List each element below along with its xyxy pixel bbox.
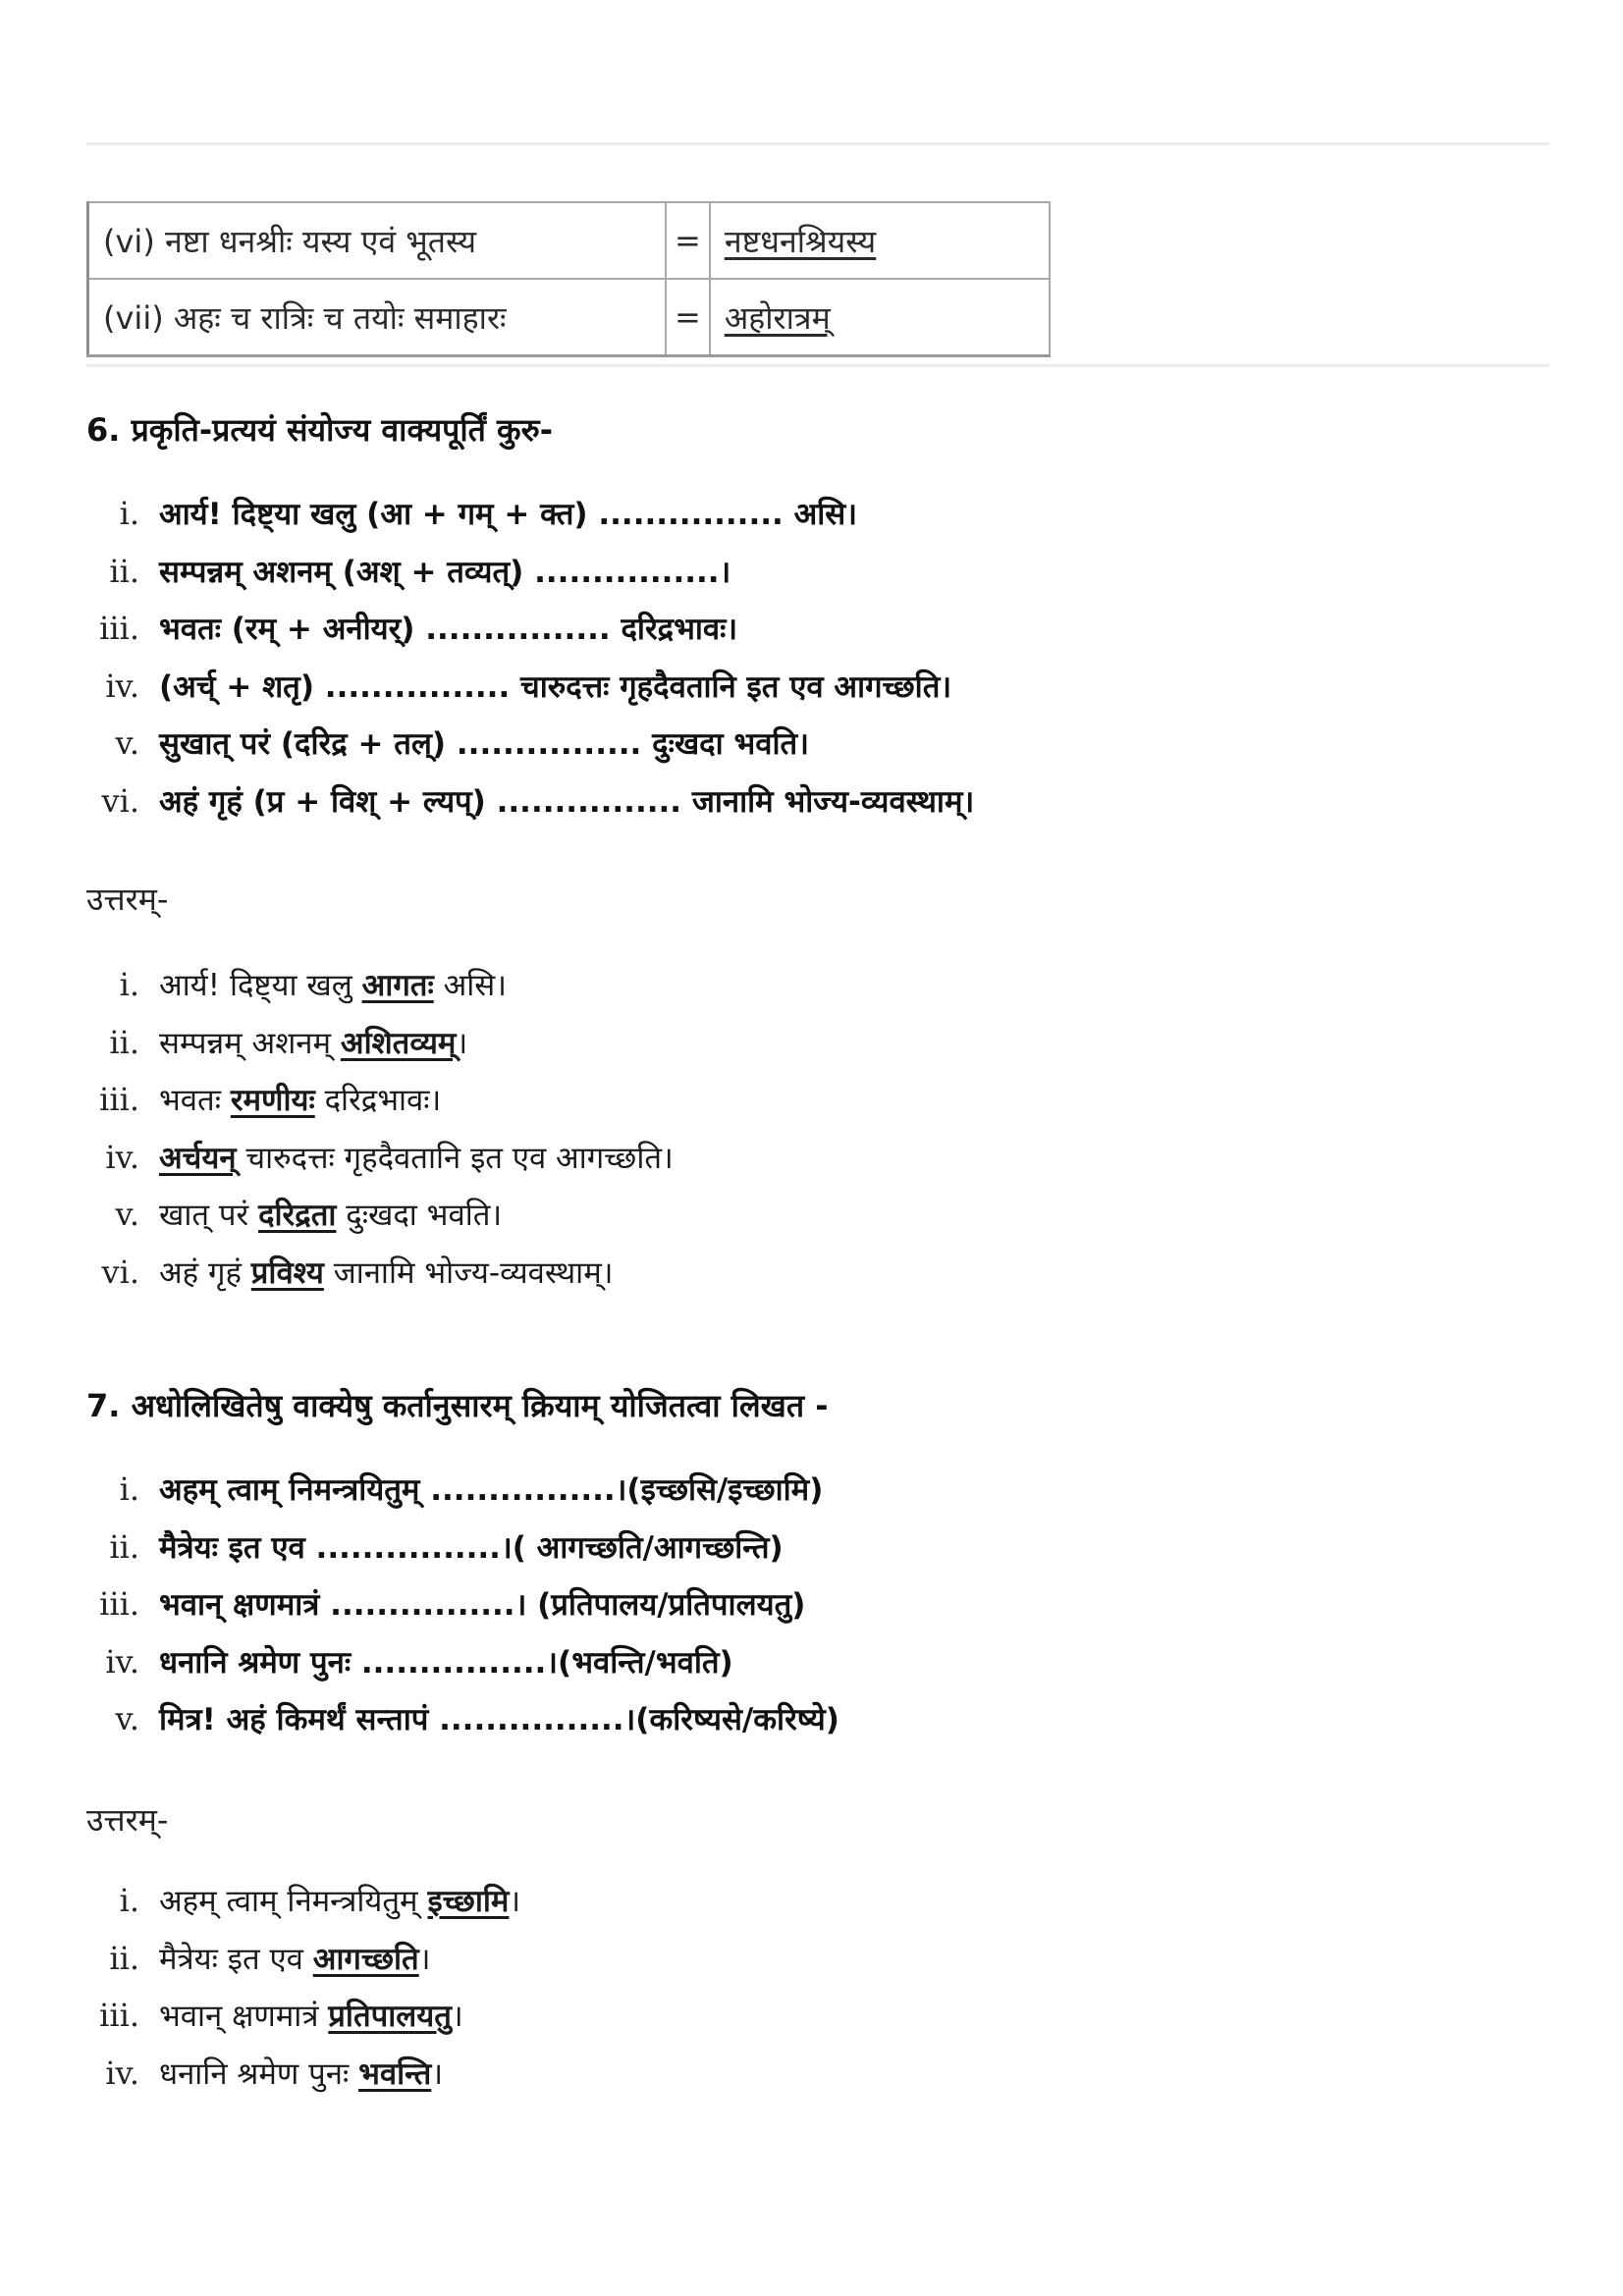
list-item: [79, 551, 974, 609]
item-number: iii.: [99, 1997, 139, 2035]
list-item: [79, 1022, 674, 1080]
item-number: v.: [115, 1700, 139, 1738]
item-text: सुखात् परं (दरिद्र + तल्) ................ दुःखदा भवति।: [159, 726, 809, 763]
vigraha-cell: (vii) अहः च रात्रिः च तयोः समाहारः: [88, 279, 667, 356]
list-item: [79, 1938, 520, 1996]
item-text: सम्पन्नम् अशनम् (अश् + तव्यत्) ................।: [159, 554, 731, 590]
list-item: [79, 964, 674, 1022]
item-number: vi.: [101, 781, 139, 820]
item-number: iii.: [99, 1585, 139, 1624]
answer-word: इच्छामि: [427, 1884, 510, 1919]
list-item: [79, 2053, 520, 2110]
question-6-heading: 6. प्रकृति-प्रत्ययं संयोज्य वाक्यपूर्तिं कुरु-: [86, 411, 553, 449]
question-7-answers: [79, 1880, 520, 2109]
question-7-list: [79, 1468, 839, 1756]
list-item: [79, 1137, 674, 1195]
item-number: v.: [115, 1196, 139, 1234]
list-item: [79, 1880, 520, 1938]
item-number: ii.: [109, 1939, 139, 1977]
item-text: (अर्च् + शतृ) ................ चारुदत्तः गृहदैवतानि इत एव आगच्छति।: [159, 668, 952, 705]
item-number: i.: [119, 1470, 139, 1508]
section-divider: [86, 364, 1549, 367]
list-item: [79, 1194, 674, 1252]
vigraha-cell: (vi) नष्टा धनश्रीः यस्य एवं भूतस्य: [88, 202, 667, 279]
top-divider: [86, 142, 1549, 145]
list-item: [79, 722, 974, 780]
item-text: अर्चयन् चारुदत्तः गृहदैवतानि इत एव आगच्छति।: [159, 1140, 674, 1176]
answer-label: उत्तरम्-: [86, 881, 169, 918]
samasa-cell: [710, 279, 1050, 356]
item-text: भवान् क्षणमात्रं प्रतिपालयतु।: [159, 1999, 463, 2035]
list-item: [79, 1526, 839, 1584]
list-item: [79, 608, 974, 666]
answer-word: अर्चयन्: [159, 1140, 237, 1176]
answer-word: दरिद्रता: [258, 1198, 337, 1234]
list-item: [79, 1995, 520, 2053]
item-number: ii.: [109, 1023, 139, 1061]
equals-cell: =: [666, 202, 710, 279]
samasa-answer: अहोरात्रम्: [724, 298, 831, 337]
list-item: [79, 1252, 674, 1309]
samasa-table: [86, 201, 1051, 357]
item-number: iv.: [105, 1138, 139, 1176]
item-text: धनानि श्रमेण पुनः ................।(भवन्ति/भवति): [159, 1644, 733, 1681]
answer-word: प्रविश्य: [250, 1255, 324, 1291]
item-number: iv.: [105, 667, 139, 705]
table-row: [88, 202, 1050, 279]
item-text: भवतः रमणीयः दरिद्रभावः।: [159, 1083, 442, 1119]
item-number: iii.: [99, 1081, 139, 1119]
item-text: धनानि श्रमेण पुनः भवन्ति।: [159, 2056, 444, 2092]
item-text: आर्य! दिष्ट्या खलु (आ + गम् + क्त) ................ असि।: [159, 497, 857, 532]
answer-label: उत्तरम्-: [86, 1801, 169, 1839]
answer-word: आगतः: [361, 968, 434, 1003]
answer-word: आगच्छति: [312, 1941, 419, 1977]
list-item: [79, 1641, 839, 1699]
item-text: मैत्रेयः इत एव ................।( आगच्छति/आगच्छन्ति): [159, 1529, 784, 1566]
list-item: [79, 1698, 839, 1756]
item-number: vi.: [101, 1253, 139, 1291]
question-7-heading: 7. अधोलिखितेषु वाक्येषु कर्तानुसारम् क्रियाम् योजितत्वा लिखत -: [86, 1387, 829, 1424]
question-6-answers: [79, 964, 674, 1309]
item-text: अहं गृहं (प्र + विश् + ल्यप्) ................ जानामि भोज्य-व्यवस्थाम्।: [159, 783, 975, 820]
item-text: भवान् क्षणमात्रं ................। (प्रतिपालय/प्रतिपालयतु): [159, 1587, 806, 1624]
list-item: [79, 1079, 674, 1137]
item-text: सम्पन्नम् अशनम् अशितव्यम्।: [159, 1025, 468, 1061]
item-text: अहं गृहं प्रविश्य जानामि भोज्य-व्यवस्थाम्।: [159, 1255, 614, 1291]
answer-word: रमणीयः: [230, 1083, 315, 1119]
answer-word: अशितव्यम्: [340, 1025, 457, 1061]
item-text: अहम् त्वाम् निमन्त्रयितुम् ................।(इच्छसि/इच्छामि): [159, 1472, 824, 1508]
item-number: ii.: [109, 552, 139, 590]
item-number: iii.: [99, 610, 139, 648]
item-text: भवतः (रम् + अनीयर्) ................ दरिद्रभावः।: [159, 612, 738, 648]
samasa-cell: [710, 202, 1050, 279]
item-text: खात् परं दरिद्रता दुःखदा भवति।: [159, 1198, 503, 1234]
item-text: मैत्रेयः इत एव आगच्छति।: [159, 1941, 431, 1977]
item-number: iv.: [105, 1642, 139, 1681]
table-row: [88, 279, 1050, 356]
equals-cell: =: [666, 279, 710, 356]
item-number: v.: [115, 724, 139, 763]
item-number: i.: [119, 1882, 139, 1919]
item-number: iv.: [105, 2054, 139, 2092]
item-number: i.: [119, 495, 139, 532]
item-number: i.: [119, 966, 139, 1003]
answer-word: प्रतिपालयतु: [328, 1999, 452, 2035]
list-item: [79, 780, 974, 838]
item-number: ii.: [109, 1527, 139, 1566]
list-item: [79, 666, 974, 723]
answer-word: भवन्ति: [358, 2056, 432, 2092]
list-item: [79, 1468, 839, 1526]
item-text: मित्र! अहं किमर्थं सन्तापं ................।(करिष्यसे/करिष्ये): [159, 1702, 839, 1738]
list-item: [79, 493, 974, 551]
samasa-answer: नष्टधनश्रियस्य: [724, 222, 877, 260]
list-item: [79, 1583, 839, 1641]
item-text: अहम् त्वाम् निमन्त्रयितुम् इच्छामि।: [159, 1884, 521, 1919]
item-text: आर्य! दिष्ट्या खलु आगतः असि।: [159, 968, 507, 1003]
question-6-list: [79, 493, 974, 838]
